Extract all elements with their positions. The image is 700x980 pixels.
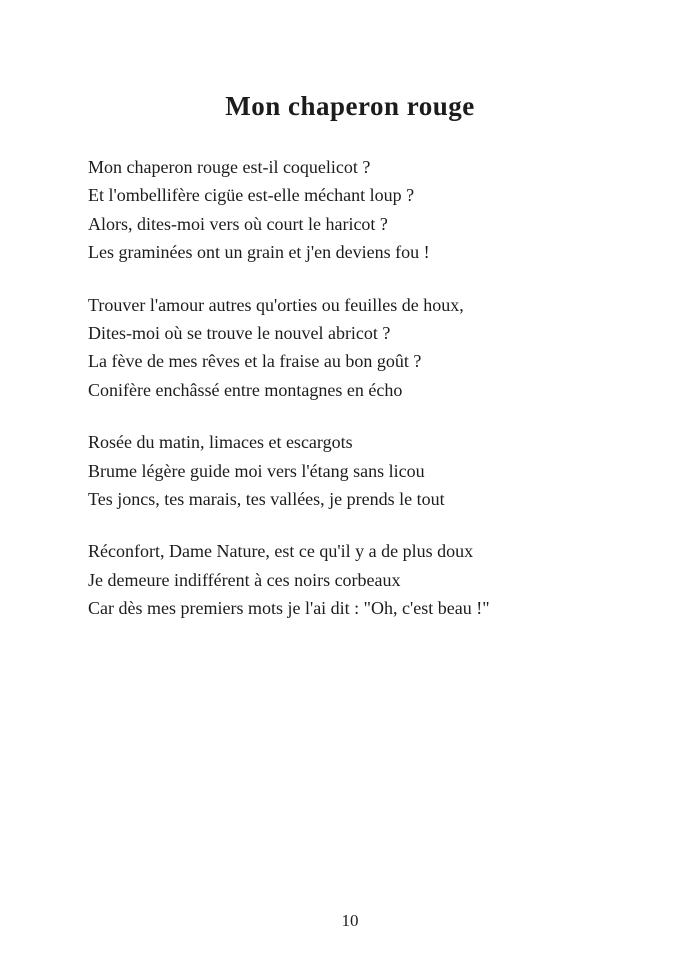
- poem-line: Conifère enchâssé entre montagnes en écho: [88, 379, 403, 400]
- stanza-3: [88, 428, 660, 513]
- poem-line: Alors, dites-moi vers où court le haricot ?: [88, 213, 388, 234]
- poem-line: Tes joncs, tes marais, tes vallées, je prends le tout: [88, 489, 445, 510]
- poem-body: [88, 153, 660, 623]
- poem-line: Car dès mes premiers mots je l'ai dit : "Oh, c'est beau !": [88, 598, 490, 619]
- poem-line: Réconfort, Dame Nature, est ce qu'il y a de plus doux: [88, 541, 474, 562]
- poem-line: Et l'ombellifère cigüe est-elle méchant loup ?: [88, 185, 415, 206]
- stanza-2: [88, 291, 660, 405]
- poem-line: Dites-moi où se trouve le nouvel abricot ?: [88, 323, 391, 344]
- poem-title: Mon chaperon rouge: [225, 91, 475, 121]
- stanza-1: [88, 153, 660, 267]
- poem-line: Rosée du matin, limaces et escargots: [88, 432, 353, 453]
- poem-line: Trouver l'amour autres qu'orties ou feuilles de houx,: [88, 294, 464, 315]
- page-number: 10: [341, 911, 359, 930]
- poem-line: Je demeure indifférent à ces noirs corbeaux: [88, 569, 401, 590]
- poem-line: Brume légère guide moi vers l'étang sans licou: [88, 460, 425, 481]
- stanza-4: [88, 537, 660, 622]
- poem-line: La fève de mes rêves et la fraise au bon goût ?: [88, 351, 422, 372]
- poem-line: Mon chaperon rouge est-il coquelicot ?: [88, 157, 371, 177]
- poem-line: Les graminées ont un grain et j'en deviens fou !: [88, 242, 430, 263]
